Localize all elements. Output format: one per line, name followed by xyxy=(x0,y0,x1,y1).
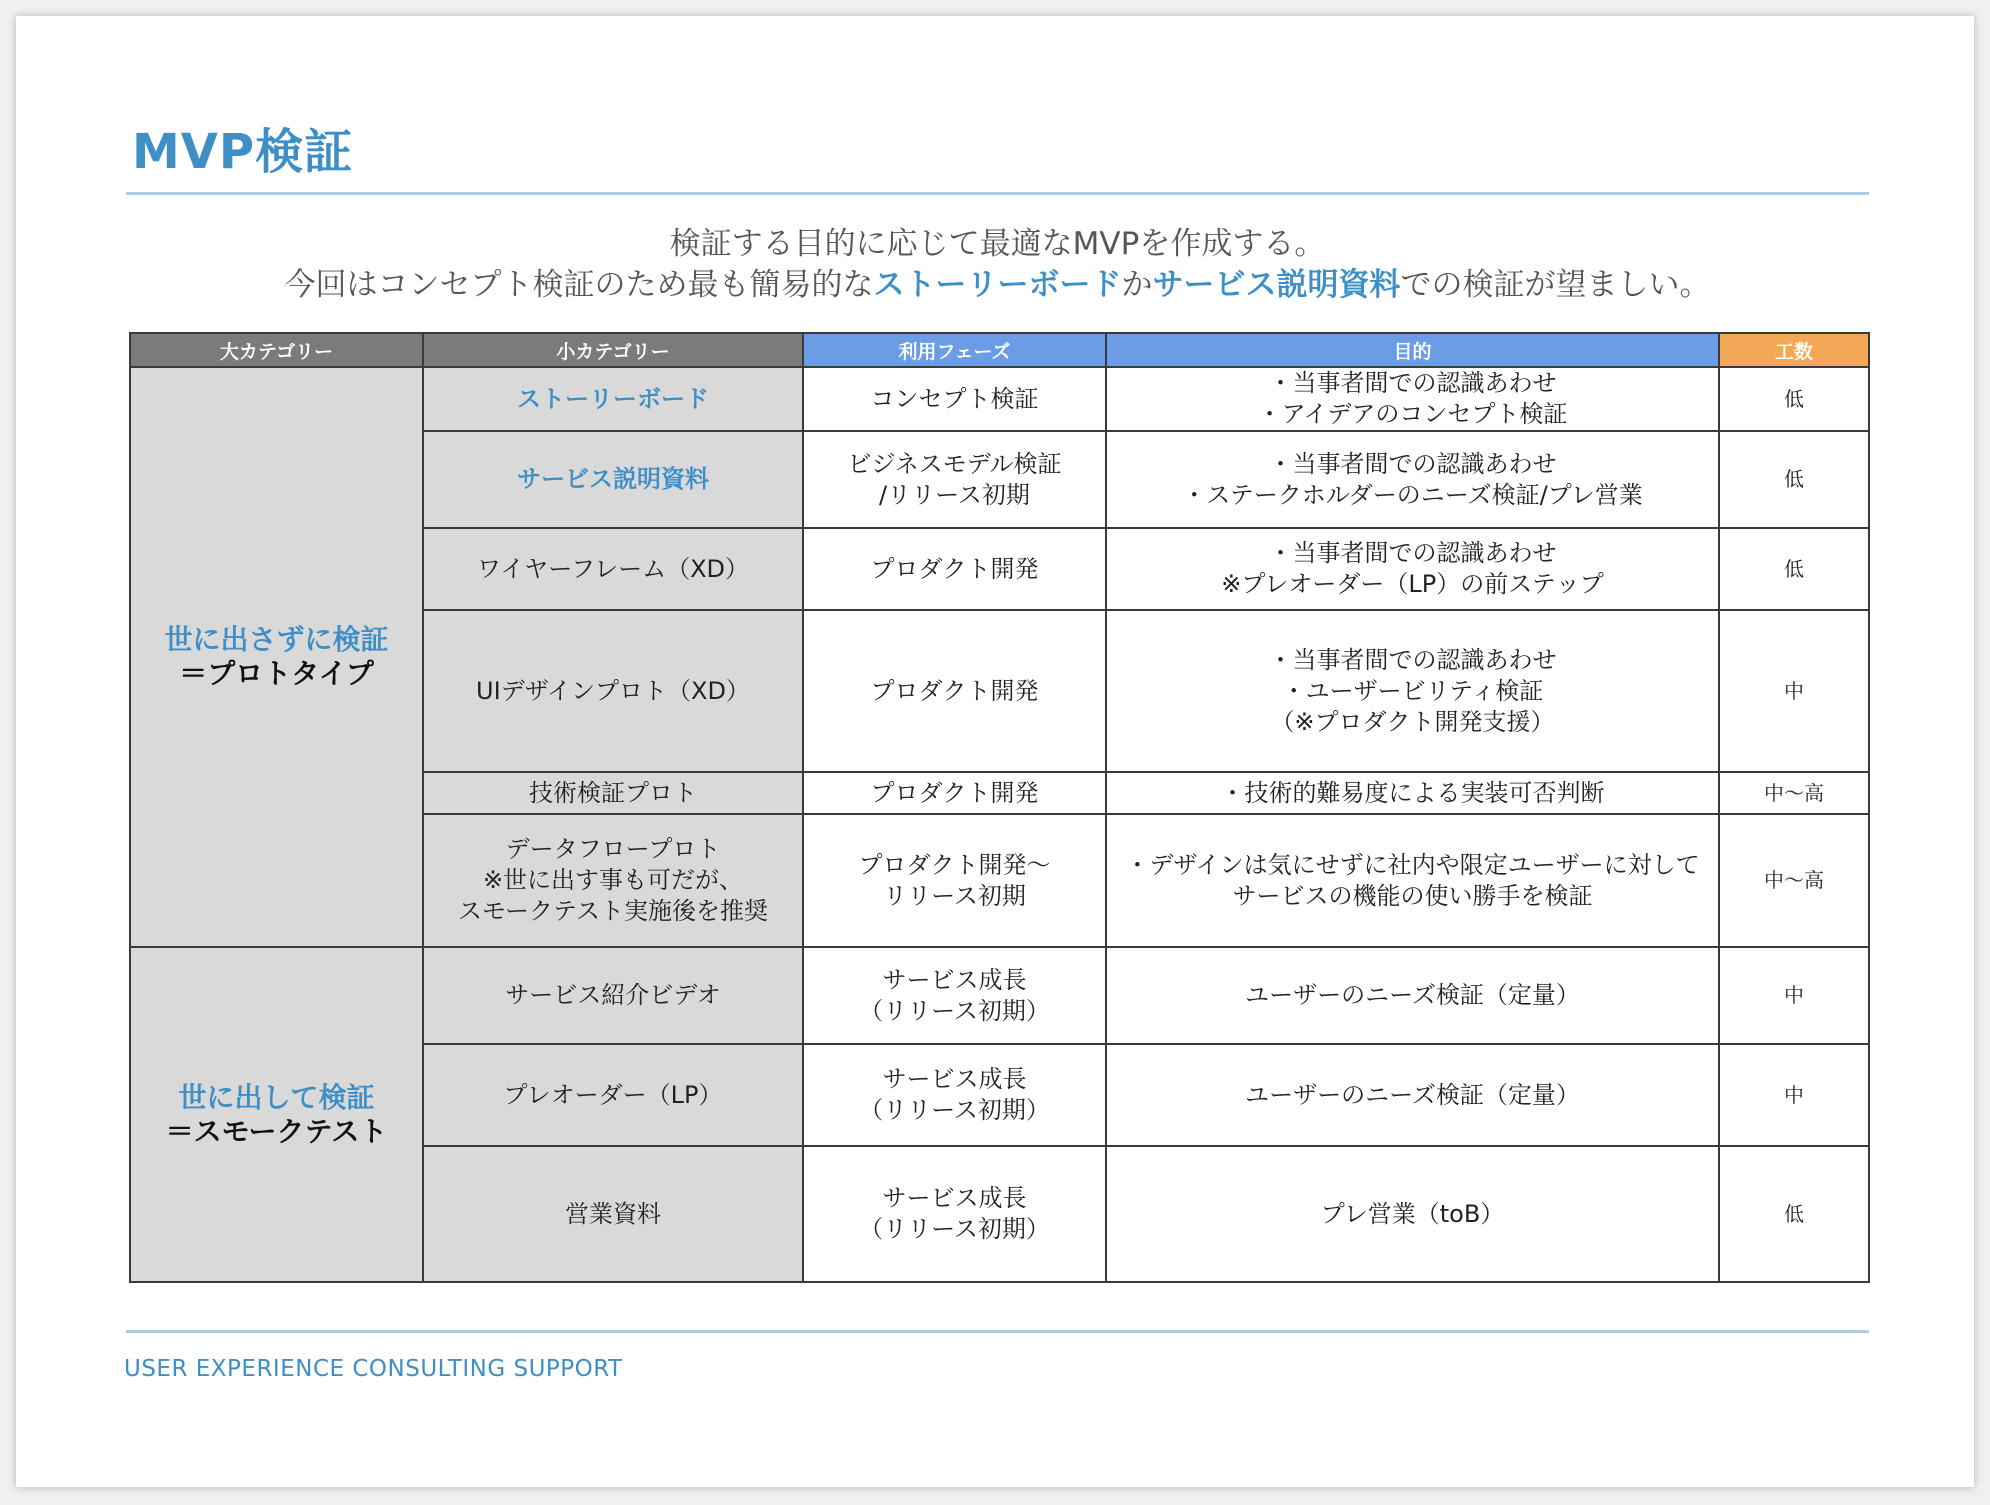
sub-category-cell xyxy=(423,528,803,610)
sub-category-cell xyxy=(423,947,803,1044)
slide xyxy=(16,16,1974,1487)
phase-label: （リリース初期） xyxy=(859,1215,1050,1243)
sub-category-cell xyxy=(423,610,803,772)
phase-label: /リリース初期 xyxy=(879,480,1030,509)
phase-cell xyxy=(803,947,1106,1044)
table-header-row xyxy=(130,333,1869,367)
phase-cell xyxy=(803,772,1106,814)
purpose-line: ・アイデアのコンセプト検証 xyxy=(1257,400,1568,428)
effort-cell: 低 xyxy=(1719,367,1869,431)
subtitle xyxy=(126,224,1869,306)
table-row xyxy=(130,947,1869,1044)
purpose-line: ・当事者間での認識あわせ xyxy=(1268,369,1557,397)
phase-cell xyxy=(803,367,1106,431)
major-category-cell xyxy=(130,367,423,947)
sub-category-cell xyxy=(423,772,803,814)
subtitle-line-1: 検証する目的に応じて最適なMVPを作成する。 xyxy=(669,226,1326,262)
phase-cell xyxy=(803,1146,1106,1282)
sub-category-label: UIデザインプロト（XD） xyxy=(476,676,750,705)
purpose-cell xyxy=(1106,1044,1719,1146)
sub-category-label: サービス説明資料 xyxy=(517,465,709,493)
header-major-category: 大カテゴリー xyxy=(130,333,423,367)
header-purpose: 目的 xyxy=(1106,333,1719,367)
phase-cell xyxy=(803,610,1106,772)
phase-label: コンセプト検証 xyxy=(870,384,1039,413)
table-body xyxy=(130,367,1869,1282)
subtitle-line-2 xyxy=(126,265,1869,306)
footer-divider xyxy=(126,1330,1869,1333)
purpose-cell xyxy=(1106,814,1719,947)
header-effort: 工数 xyxy=(1719,333,1869,367)
purpose-cell xyxy=(1106,772,1719,814)
phase-label: （リリース初期） xyxy=(859,996,1050,1025)
major-category-cell xyxy=(130,947,423,1282)
header-sub-category: 小カテゴリー xyxy=(423,333,803,367)
sub-category-label: ワイヤーフレーム（XD） xyxy=(476,554,750,583)
purpose-line: ・当事者間での認識あわせ xyxy=(1268,539,1557,567)
title-divider xyxy=(126,192,1869,195)
page-title: MVP検証 xyxy=(132,124,354,180)
purpose-line: ・当事者間での認識あわせ xyxy=(1268,645,1557,674)
highlight-storyboard: ストーリーボード xyxy=(873,267,1122,303)
purpose-line: サービスの機能の使い勝手を検証 xyxy=(1232,881,1593,910)
purpose-cell xyxy=(1106,610,1719,772)
purpose-cell xyxy=(1106,947,1719,1044)
subtitle-text-post: での検証が望ましい。 xyxy=(1400,267,1711,303)
sub-category-cell xyxy=(423,814,803,947)
effort-cell: 中 xyxy=(1719,610,1869,772)
subtitle-text-pre: 今回はコンセプト検証のため最も簡易的な xyxy=(284,267,874,303)
phase-cell xyxy=(803,528,1106,610)
sub-category-label: ストーリーボード xyxy=(517,384,709,413)
major-category-label: 世に出して検証 xyxy=(178,1080,375,1114)
effort-cell: 中 xyxy=(1719,947,1869,1044)
purpose-line: ユーザーのニーズ検証（定量） xyxy=(1245,981,1580,1009)
phase-cell xyxy=(803,814,1106,947)
effort-cell: 中 xyxy=(1719,1044,1869,1146)
purpose-line: （※プロダクト開発支援） xyxy=(1270,707,1555,736)
purpose-line: ・ユーザービリティ検証 xyxy=(1281,676,1544,705)
table-row xyxy=(130,367,1869,431)
major-category-sublabel: ＝プロトタイプ xyxy=(179,657,374,690)
phase-label: （リリース初期） xyxy=(859,1096,1050,1124)
effort-cell: 低 xyxy=(1719,431,1869,528)
sub-category-label: データフロープロト xyxy=(505,835,721,863)
purpose-cell xyxy=(1106,431,1719,528)
sub-category-label: 技術検証プロト xyxy=(529,778,697,807)
effort-cell: 低 xyxy=(1719,528,1869,610)
purpose-cell xyxy=(1106,528,1719,610)
sub-category-cell xyxy=(423,1044,803,1146)
sub-category-label: プレオーダー（LP） xyxy=(503,1080,723,1109)
mvp-table xyxy=(129,332,1870,1283)
purpose-cell xyxy=(1106,367,1719,431)
purpose-line: ・当事者間での認識あわせ xyxy=(1268,449,1557,478)
phase-label: プロダクト開発〜 xyxy=(858,850,1051,879)
purpose-cell xyxy=(1106,1146,1719,1282)
phase-label: ビジネスモデル検証 xyxy=(847,449,1062,478)
effort-cell: 低 xyxy=(1719,1146,1869,1282)
purpose-line: ・技術的難易度による実装可否判断 xyxy=(1220,778,1605,807)
sub-category-label: サービス紹介ビデオ xyxy=(505,981,721,1009)
phase-label: プロダクト開発 xyxy=(870,778,1039,807)
effort-cell: 中〜高 xyxy=(1719,814,1869,947)
purpose-line: ・デザインは気にせずに社内や限定ユーザーに対して xyxy=(1125,850,1700,879)
phase-cell xyxy=(803,431,1106,528)
phase-label: プロダクト開発 xyxy=(870,554,1039,583)
major-category-label: 世に出さずに検証 xyxy=(164,623,389,656)
header-phase: 利用フェーズ xyxy=(803,333,1106,367)
highlight-service-doc: サービス説明資料 xyxy=(1152,267,1401,303)
sub-category-label: スモークテスト実施後を推奨 xyxy=(457,897,769,925)
purpose-line: ユーザーのニーズ検証（定量） xyxy=(1245,1080,1580,1109)
major-category-sublabel: ＝スモークテスト xyxy=(165,1114,388,1148)
purpose-line: プレ営業（toB） xyxy=(1320,1199,1505,1228)
sub-category-label: 営業資料 xyxy=(565,1199,661,1228)
effort-cell: 中〜高 xyxy=(1719,772,1869,814)
footer-text: USER EXPERIENCE CONSULTING SUPPORT xyxy=(124,1356,623,1382)
sub-category-cell xyxy=(423,367,803,431)
purpose-line: ・ステークホルダーのニーズ検証/プレ営業 xyxy=(1182,480,1643,509)
sub-category-cell xyxy=(423,1146,803,1282)
phase-cell xyxy=(803,1044,1106,1146)
sub-category-label: ※世に出す事も可だが、 xyxy=(482,866,744,894)
purpose-line: ※プレオーダー（LP）の前ステップ xyxy=(1221,570,1604,598)
subtitle-text-mid: か xyxy=(1121,267,1153,303)
phase-label: プロダクト開発 xyxy=(870,676,1039,705)
phase-label: サービス成長 xyxy=(882,965,1027,994)
phase-label: サービス成長 xyxy=(882,1065,1027,1093)
phase-label: サービス成長 xyxy=(882,1184,1027,1212)
phase-label: リリース初期 xyxy=(883,881,1026,910)
sub-category-cell xyxy=(423,431,803,528)
